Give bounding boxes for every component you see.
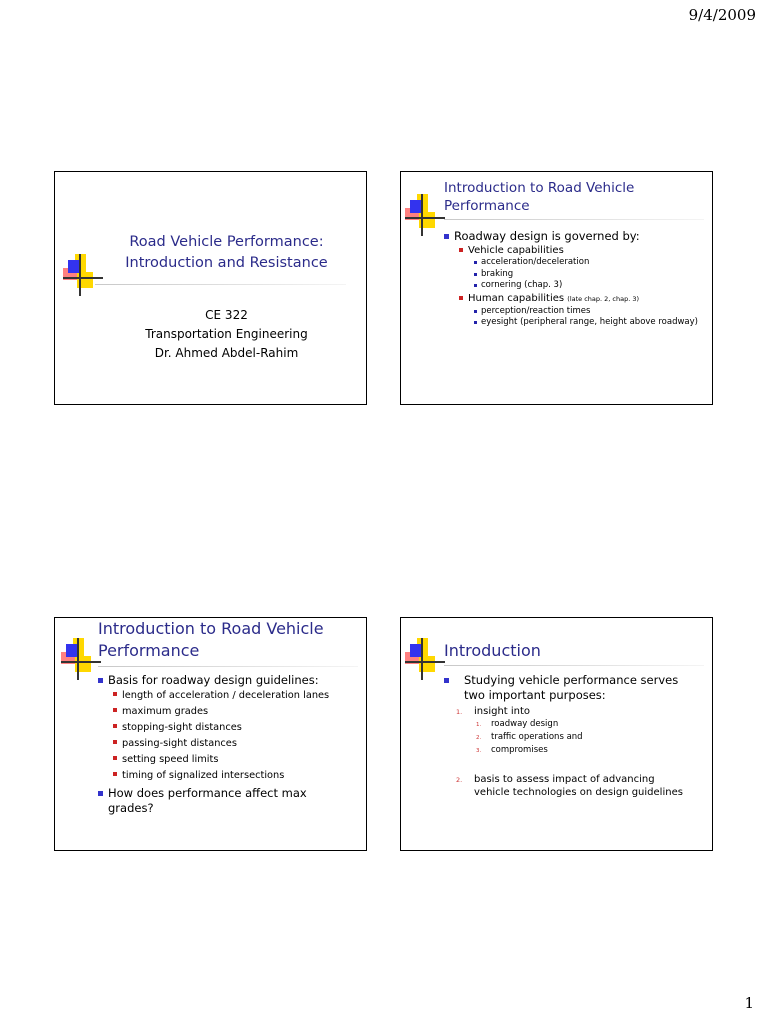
item-text: vehicle technologies on design guidelines	[474, 787, 683, 798]
slide-subtitle	[93, 306, 360, 363]
title-line: Road Vehicle Performance:	[129, 234, 324, 250]
bullet-text: grades?	[108, 801, 154, 815]
bullet: maximum grades	[98, 704, 360, 720]
bullet: acceleration/deceleration	[444, 257, 706, 269]
bullet-text: Human capabilities	[468, 292, 565, 304]
slide-body	[444, 673, 706, 799]
item-text: roadway design	[491, 719, 559, 729]
bullet: perception/reaction times	[444, 306, 706, 318]
slide-title	[444, 179, 634, 215]
item-number: 2.	[456, 776, 463, 784]
title-line: Introduction to Road Vehicle	[444, 180, 635, 196]
bullet	[444, 292, 706, 306]
title-divider	[95, 284, 346, 285]
title-divider	[444, 665, 704, 666]
slide-logo-emblem	[405, 194, 445, 236]
item-number: 1.	[476, 722, 482, 728]
bullet	[444, 673, 706, 703]
numbered-item	[444, 773, 706, 799]
title-line: Introduction to Road Vehicle	[98, 619, 324, 638]
slide-intro-vehicle-performance	[400, 171, 713, 405]
numbered-subitem	[444, 744, 706, 757]
item-number: 1.	[456, 708, 463, 716]
bullet: setting speed limits	[98, 752, 360, 768]
bullet: eyesight (peripheral range, height above roadway)	[444, 317, 706, 329]
item-number: 3.	[476, 748, 482, 754]
bullet: timing of signalized intersections	[98, 768, 360, 784]
page-number: 1	[744, 994, 754, 1012]
instructor-name: Dr. Ahmed Abdel-Rahim	[154, 346, 299, 360]
bullet	[98, 786, 360, 816]
numbered-subitem	[444, 731, 706, 744]
slide-title	[98, 618, 324, 662]
item-number: 2.	[476, 735, 482, 741]
title-divider	[444, 219, 704, 220]
bullet: length of acceleration / deceleration lanes	[98, 688, 360, 704]
title-divider	[98, 666, 358, 667]
item-text: compromises	[491, 745, 548, 755]
title-line: Performance	[444, 198, 530, 214]
bullet-text: How does performance affect max	[108, 786, 307, 800]
slide-design-guidelines	[54, 617, 367, 851]
course-code: CE 322	[205, 308, 248, 322]
bullet: stopping-sight distances	[98, 720, 360, 736]
title-line: Performance	[98, 641, 200, 660]
bullet: Vehicle capabilities	[444, 244, 706, 257]
chapter-note: (late chap. 2, chap. 3)	[567, 294, 640, 303]
item-text: insight into	[474, 706, 531, 717]
bullet-text: Studying vehicle performance serves	[464, 673, 679, 687]
bullet: Basis for roadway design guidelines:	[98, 673, 360, 688]
course-name: Transportation Engineering	[145, 327, 308, 341]
bullet-text: two important purposes:	[464, 688, 606, 702]
slide-introduction	[400, 617, 713, 851]
slide-title	[93, 232, 360, 274]
slide-logo-emblem	[61, 638, 101, 680]
bullet: Roadway design is governed by:	[444, 229, 706, 244]
slide-title: Introduction	[444, 641, 541, 660]
bullet: cornering (chap. 3)	[444, 280, 706, 292]
item-text: traffic operations and	[491, 732, 583, 742]
slide-body	[98, 673, 360, 816]
bullet: passing-sight distances	[98, 736, 360, 752]
item-text: basis to assess impact of advancing	[474, 774, 655, 785]
slide-logo-emblem	[405, 638, 445, 680]
page-date: 9/4/2009	[688, 6, 756, 24]
bullet: braking	[444, 269, 706, 281]
slide-title-slide	[54, 171, 367, 405]
title-line: Introduction and Resistance	[125, 255, 328, 271]
numbered-subitem	[444, 718, 706, 731]
numbered-item	[444, 705, 706, 718]
slide-body	[444, 229, 706, 329]
